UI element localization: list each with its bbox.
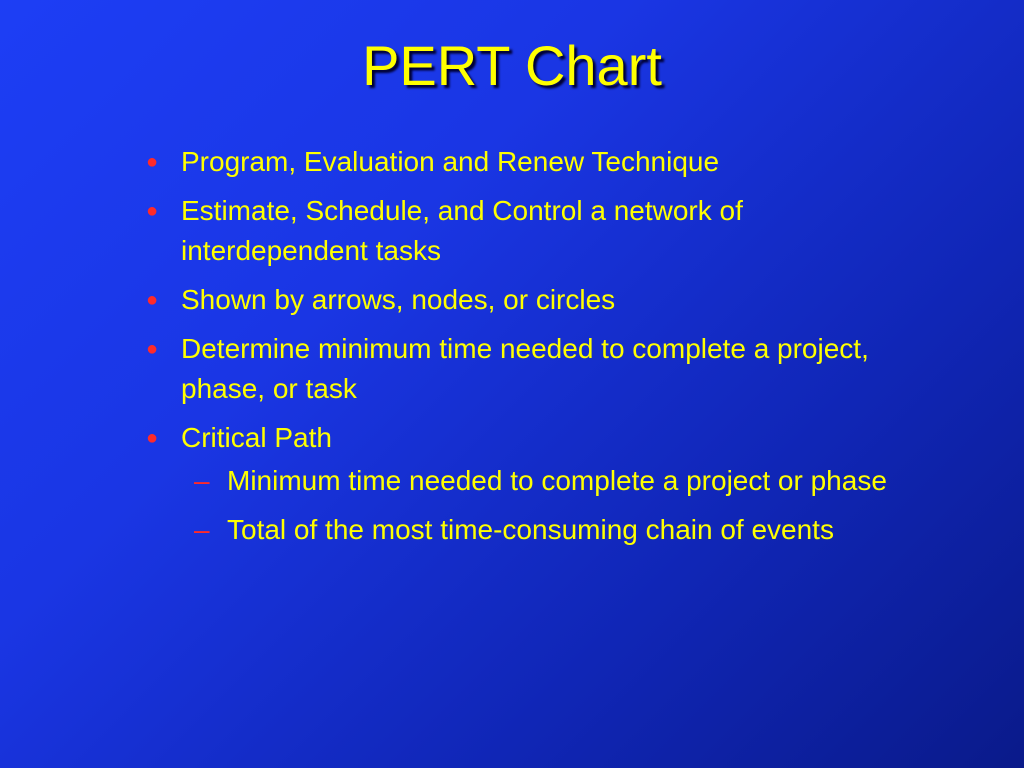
bullet-list [140,142,910,559]
bullet-dot-icon: ● [145,427,159,449]
bullet-item [140,142,910,182]
sub-bullet-list [181,461,910,550]
bullet-dot-icon: ● [145,289,159,311]
bullet-text: Shown by arrows, nodes, or circles [181,284,616,315]
bullet-dot-icon: ● [145,151,159,173]
sub-bullet-text: Minimum time needed to complete a project or phase [227,465,887,496]
dash-icon: – [194,514,210,545]
bullet-item [140,191,910,271]
sub-bullet-text: Total of the most time-consuming chain of events [227,514,834,545]
dash-icon: – [194,465,210,496]
bullet-text: Program, Evaluation and Renew Technique [181,146,720,177]
bullet-dot-icon: ● [145,200,159,222]
bullet-item [140,280,910,320]
slide-title: PERT Chart [362,34,662,97]
sub-bullet-item [181,461,910,501]
bullet-item [140,329,910,409]
sub-bullet-item [181,510,910,550]
bullet-dot-icon: ● [145,338,159,360]
bullet-text: Critical Path [181,422,332,453]
bullet-text: Estimate, Schedule, and Control a network of interdependent tasks [181,195,743,266]
bullet-item [140,418,910,550]
bullet-text: Determine minimum time needed to complete a project, phase, or task [181,333,869,404]
